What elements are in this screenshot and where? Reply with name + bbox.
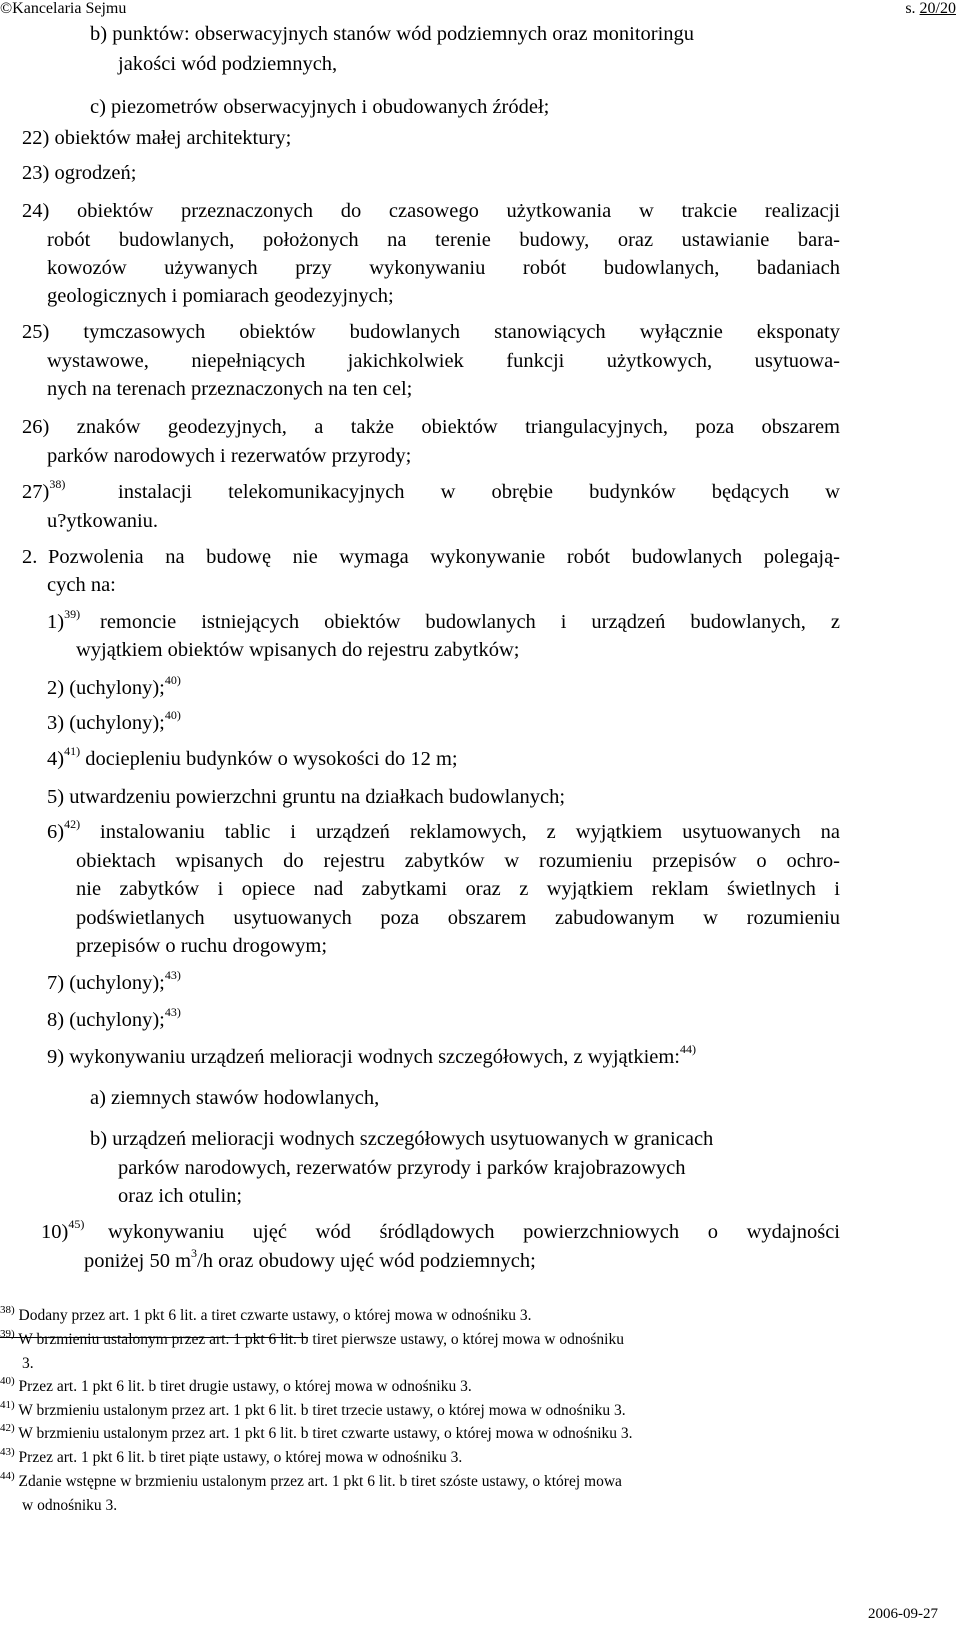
- point-10-number: [41, 1217, 85, 1244]
- point-7-text: 7) (uchylony);: [47, 972, 165, 994]
- point-1-number: [47, 607, 81, 634]
- footnote-number: 44): [0, 1470, 15, 1482]
- footnote-ref-42: 42): [64, 817, 81, 831]
- footnote-39-cont: 3.: [22, 1355, 34, 1372]
- item-26-line-1: 26) znaków geodezyjnych, a także obiektów triangulacyjnych, poza obszarem: [22, 416, 840, 438]
- point-9-b-line-2: parków narodowych, rezerwatów przyrody i parków krajobrazowych: [118, 1157, 686, 1179]
- item-27-num: 27): [22, 481, 50, 503]
- footnote-text: Zdanie wstępne w brzmieniu ustalonym przez art. 1 pkt 6 lit. b tiret szóste ustawy, o której mowa: [18, 1473, 622, 1490]
- item-22: 22) obiektów małej architektury;: [22, 127, 292, 149]
- item-25-line-1: 25) tymczasowych obiektów budowlanych stanowiących wyłącznie eksponaty: [22, 321, 840, 343]
- point-8-text: 8) (uchylony);: [47, 1009, 165, 1031]
- footnote-ref-43a: 43): [164, 968, 181, 982]
- section-2-line-2: cych na:: [47, 574, 116, 596]
- footnote-number: 38): [0, 1304, 15, 1316]
- section-2-line-1: Pozwolenia na budowę nie wymaga wykonywanie robót budowlanych polegają-: [48, 546, 840, 568]
- point-6-number: [47, 817, 81, 844]
- page-count: 20/20: [919, 0, 956, 17]
- footnote-ref-40b: 40): [164, 708, 181, 722]
- item-c: c) piezometrów obserwacyjnych i obudowanych źródeł;: [90, 96, 550, 118]
- footnote-text: Dodany przez art. 1 pkt 6 lit. a tiret czwarte ustawy, o której mowa w odnośniku 3.: [18, 1307, 532, 1324]
- footnote-number: 40): [0, 1375, 15, 1387]
- point-8: [47, 1005, 181, 1032]
- cubic-superscript: 3: [191, 1246, 198, 1260]
- point-10-line-2b: /h oraz obudowy ujęć wód podziemnych;: [197, 1250, 536, 1272]
- point-3: [47, 708, 181, 735]
- header-page-number: [905, 0, 956, 18]
- item-23: 23) ogrodzeń;: [22, 162, 137, 184]
- footnote-44-cont: w odnośniku 3.: [22, 1497, 118, 1514]
- footnote-ref-45: 45): [68, 1217, 85, 1231]
- point-9-a: a) ziemnych stawów hodowlanych,: [90, 1087, 380, 1109]
- header-source: ©Kancelaria Sejmu: [0, 0, 127, 17]
- point-7: [47, 968, 181, 995]
- item-27-line-1: instalacji telekomunikacyjnych w obrębie budynków będących w: [118, 481, 840, 503]
- footnote-ref-43b: 43): [164, 1005, 181, 1019]
- point-9-text: 9) wykonywaniu urządzeń melioracji wodnych szczegółowych, z wyjątkiem:: [47, 1046, 681, 1068]
- item-24-line-4: geologicznych i pomiarach geodezyjnych;: [47, 285, 394, 307]
- point-6-num: 6): [47, 821, 65, 843]
- footnote-ref-38: 38): [49, 477, 66, 491]
- document-date: 2006-09-27: [868, 1606, 938, 1622]
- point-2: [47, 673, 181, 700]
- point-2-text: 2) (uchylony);: [47, 677, 165, 699]
- item-25-line-3: nych na terenach przeznaczonych na ten cel;: [47, 378, 413, 400]
- point-9-b-line-1: b) urządzeń melioracji wodnych szczegółowych usytuowanych w granicach: [90, 1128, 714, 1150]
- point-6-line-3: nie zabytków i opiece nad zabytkami oraz z wyjątkiem reklam świetlnych i: [76, 878, 840, 900]
- footnote-ref-44: 44): [680, 1042, 697, 1056]
- point-6-line-2: obiektach wpisanych do rejestru zabytków w rozumieniu przepisów o ochro-: [76, 850, 840, 872]
- item-26-line-2: parków narodowych i rezerwatów przyrody;: [47, 445, 412, 467]
- item-25-line-2: wystawowe, niepełniących jakichkolwiek funkcji użytkowych, usytuowa-: [47, 350, 840, 372]
- footnote-text: W brzmieniu ustalonym przez art. 1 pkt 6 lit. b tiret czwarte ustawy, o której mowa w odnośniku 3.: [18, 1425, 633, 1442]
- footnote-number: 41): [0, 1399, 15, 1411]
- point-10-line-1: wykonywaniu ujęć wód śródlądowych powierzchniowych o wydajności: [108, 1221, 840, 1243]
- item-b: b) punktów: obserwacyjnych stanów wód podziemnych oraz monitoringu: [90, 23, 695, 45]
- footnote-number: 42): [0, 1422, 15, 1434]
- footnote-ref-40a: 40): [164, 673, 181, 687]
- point-4-num: 4): [47, 748, 65, 770]
- point-4: [47, 744, 458, 771]
- item-24-line-2: robót budowlanych, położonych na terenie budowy, oraz ustawianie bara-: [47, 229, 840, 251]
- footnote-text: W brzmieniu ustalonym przez art. 1 pkt 6 lit. b tiret pierwsze ustawy, o której mowa w odnośniku: [18, 1331, 624, 1348]
- item-27-line-2: u?ytkowaniu.: [47, 510, 159, 532]
- footnote-number: 39): [0, 1328, 15, 1340]
- point-10-line-2: [84, 1246, 536, 1273]
- point-9-b-line-3: oraz ich otulin;: [118, 1185, 243, 1207]
- point-6-line-5: przepisów o ruchu drogowym;: [76, 935, 328, 957]
- footnote-41: [0, 1399, 626, 1420]
- footnote-number: 43): [0, 1446, 15, 1458]
- footnote-44: [0, 1470, 622, 1491]
- footnote-39: [0, 1328, 624, 1349]
- point-3-text: 3) (uchylony);: [47, 712, 165, 734]
- point-1-num: 1): [47, 611, 65, 633]
- section-2-number: 2.: [22, 546, 38, 568]
- footnote-ref-41: 41): [64, 744, 81, 758]
- point-9: [47, 1042, 697, 1069]
- point-1-line-2: wyjątkiem obiektów wpisanych do rejestru zabytków;: [76, 639, 520, 661]
- item-24-line-3: kowozów używanych przy wykonywaniu robót budowlanych, badaniach: [47, 257, 840, 279]
- footnote-43: [0, 1446, 463, 1467]
- footnote-text: Przez art. 1 pkt 6 lit. b tiret drugie ustawy, o której mowa w odnośniku 3.: [18, 1378, 472, 1395]
- footnote-text: W brzmieniu ustalonym przez art. 1 pkt 6 lit. b tiret trzecie ustawy, o której mowa w odnośniku 3.: [18, 1402, 626, 1419]
- footnote-ref-39: 39): [64, 607, 81, 621]
- point-1-line-1: remoncie istniejących obiektów budowlanych i urządzeń budowlanych, z: [100, 611, 840, 633]
- point-4-text: dociepleniu budynków o wysokości do 12 m;: [85, 748, 458, 770]
- footnote-38: [0, 1304, 532, 1325]
- page-prefix: s.: [905, 0, 920, 17]
- point-5: 5) utwardzeniu powierzchni gruntu na działkach budowlanych;: [47, 786, 566, 808]
- footnote-text: Przez art. 1 pkt 6 lit. b tiret piąte ustawy, o której mowa w odnośniku 3.: [18, 1449, 463, 1466]
- footnote-42: [0, 1422, 633, 1443]
- item-27-number: [22, 477, 66, 504]
- point-6-line-4: podświetlanych usytuowanych poza obszarem zabudowanym w rozumieniu: [76, 907, 840, 929]
- item-b-cont: jakości wód podziemnych,: [118, 53, 338, 75]
- point-10-line-2a: poniżej 50 m: [84, 1250, 192, 1272]
- item-24-line-1: 24) obiektów przeznaczonych do czasowego użytkowania w trakcie realizacji: [22, 200, 840, 222]
- point-6-line-1: instalowaniu tablic i urządzeń reklamowych, z wyjątkiem usytuowanych na: [100, 821, 840, 843]
- footnote-40: [0, 1375, 472, 1396]
- point-10-num: 10): [41, 1221, 69, 1243]
